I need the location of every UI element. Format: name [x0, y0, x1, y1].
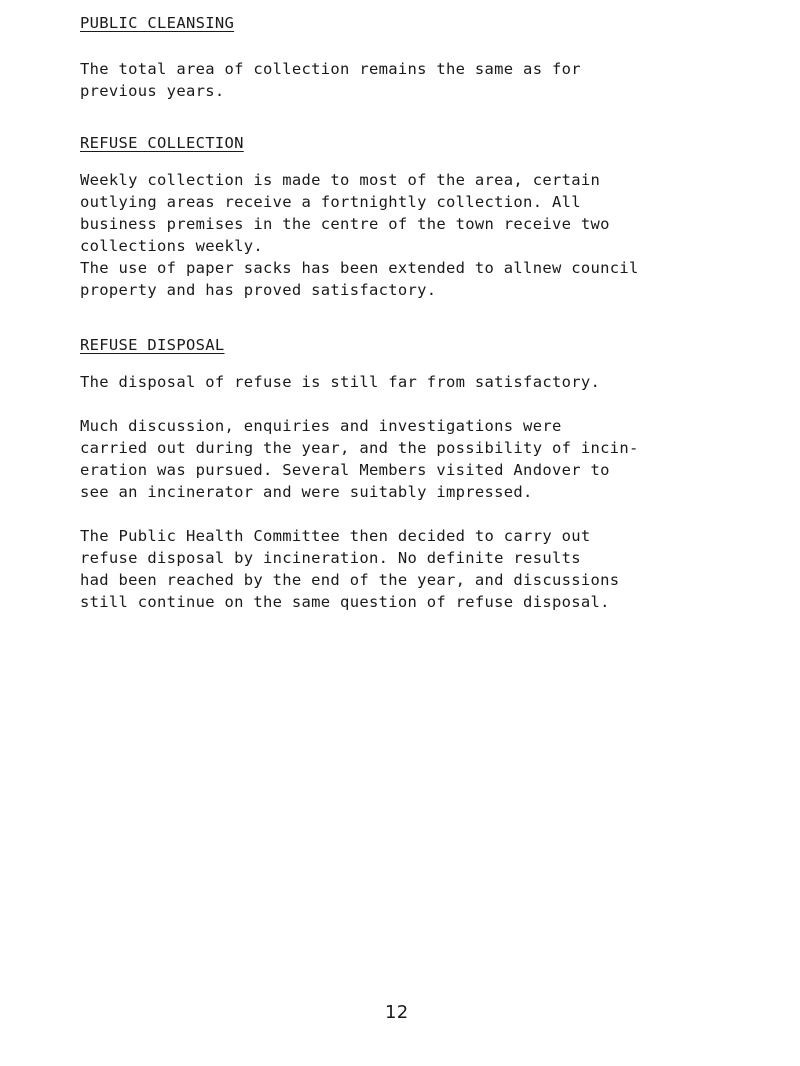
heading-refuse-disposal: REFUSE DISPOSAL: [80, 336, 225, 354]
paragraph-incineration-investigation: Much discussion, enquiries and investigations were carried out during the year, and the possibility of incin- eration was pursued. Several Members visited Andover to see an incinerator and were suitably impressed.: [80, 417, 639, 501]
paragraph-paper-sacks: The use of paper sacks has been extended to allnew council property and has proved satisfactory.: [80, 259, 639, 299]
paragraph-collection-area: The total area of collection remains the same as for previous years.: [80, 60, 581, 100]
heading-refuse-collection: REFUSE COLLECTION: [80, 134, 244, 152]
paragraph-committee-decision: The Public Health Committee then decided to carry out refuse disposal by incineration. No definite results had been reached by the end of the year, and discussions still continue on the same question of refuse disposal.: [80, 527, 620, 611]
paragraph-weekly-collection: Weekly collection is made to most of the area, certain outlying areas receive a fortnightly collection. All business premises in the centre of the town receive two collections weekly.: [80, 171, 610, 255]
paragraph-disposal-status: The disposal of refuse is still far from satisfactory.: [80, 373, 601, 391]
heading-public-cleansing: PUBLIC CLEANSING: [80, 14, 235, 32]
page-number: 12: [385, 1002, 409, 1023]
